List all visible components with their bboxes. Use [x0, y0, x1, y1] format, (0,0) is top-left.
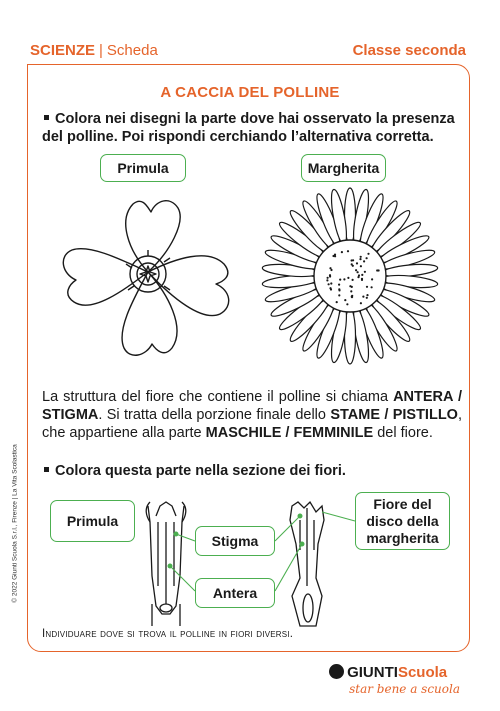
daisy-disc-dot	[366, 297, 368, 299]
sheet-type: Scheda	[106, 42, 158, 59]
margherita-drawing	[250, 190, 450, 370]
daisy-disc-dot	[356, 262, 358, 264]
para-text-1: La struttura del fiore che contiene il polline si chiama	[42, 389, 394, 405]
daisy-disc-dot	[352, 265, 354, 267]
daisy-disc-dot	[366, 257, 368, 259]
daisy-disc-dot	[350, 290, 352, 292]
daisy-disc-dot	[338, 294, 340, 296]
daisy-disc-dot	[360, 302, 362, 304]
daisy-disc-dot	[329, 275, 331, 277]
answer-paragraph	[42, 388, 462, 442]
daisy-disc-dot	[352, 279, 354, 281]
daisy-disc-dot	[351, 286, 353, 288]
flower-sections-drawing	[0, 486, 500, 636]
label-primula: Primula	[100, 154, 186, 182]
choice-antera-stigma[interactable]: ANTERA / STIGMA	[42, 389, 463, 423]
choice-maschile-femminile[interactable]: MASCHILE / FEMMINILE	[205, 425, 374, 441]
daisy-disc-dot	[361, 274, 363, 276]
publisher-logo	[329, 664, 460, 696]
logo-text-1: GIUNTI	[347, 664, 398, 681]
daisy-disc-dot	[339, 279, 341, 281]
copyright-notice: © 2022 Giunti Scuola S.r.l., Firenze | La Vita Scolastica	[11, 444, 19, 603]
instruction-2-text: Colora questa parte nella sezione dei fiori.	[55, 463, 346, 479]
daisy-disc-dot	[351, 259, 353, 261]
label-margherita-disc: Fiore del disco della margherita	[355, 492, 450, 550]
label-antera: Antera	[195, 578, 275, 608]
page-title: A CACCIA DEL POLLINE	[160, 84, 340, 101]
daisy-disc-dot	[360, 265, 362, 267]
daisy-disc-dot	[338, 284, 340, 286]
header-subject	[30, 42, 158, 59]
daisy-disc-dot	[343, 278, 345, 280]
instruction-2	[42, 462, 462, 480]
daisy-disc-dot	[364, 271, 366, 273]
daisy-disc-dot	[330, 282, 332, 284]
daisy-disc-dot	[347, 277, 349, 279]
daisy-disc-dot	[366, 286, 368, 288]
daisy-disc-dot	[346, 303, 348, 305]
header-separator: |	[99, 42, 103, 59]
daisy-disc-dot	[360, 256, 362, 258]
subject-label: SCIENZE	[30, 42, 96, 59]
bullet-icon	[44, 115, 49, 120]
daisy-disc-dot	[351, 295, 353, 297]
daisy-disc-dot	[338, 288, 340, 290]
daisy-disc-dot	[330, 269, 332, 271]
logo-mark-icon	[329, 664, 344, 679]
daisy-disc-dot	[332, 255, 334, 257]
daisy-disc-dot	[330, 288, 332, 290]
daisy-disc-dot	[326, 279, 328, 281]
para-text-2: . Si tratta della porzione finale dello	[98, 407, 331, 423]
daisy-disc-dot	[371, 278, 373, 280]
logo-text-2: Scuola	[397, 664, 448, 681]
choice-stame-pistillo[interactable]: STAME / PISTILLO	[330, 407, 458, 423]
daisy-disc-dot	[361, 278, 363, 280]
label-stigma: Stigma	[195, 526, 275, 556]
daisy-disc-dot	[344, 299, 346, 301]
footer-note: Individuare dove si trova il polline in fiori diversi.	[42, 628, 294, 640]
daisy-disc-dot	[357, 276, 359, 278]
daisy-disc-dot	[336, 301, 338, 303]
daisy-disc-dot	[367, 253, 369, 255]
daisy-disc-dot	[355, 269, 357, 271]
para-text-4: del fiore.	[373, 425, 433, 441]
para-text-3: , che appartiene alla parte	[42, 407, 462, 441]
daisy-disc-dot	[376, 269, 378, 271]
grade-label: Classe seconda	[352, 42, 466, 59]
instruction-1-text: Colora nei disegni la parte dove hai osservato la presenza del polline. Poi rispondi cerchiando l’alternativa corretta.	[42, 111, 455, 145]
bullet-icon	[44, 467, 49, 472]
label-margherita: Margherita	[301, 154, 386, 182]
daisy-disc-dot	[363, 260, 365, 262]
daisy-disc-dot	[362, 296, 364, 298]
logo-tagline: star bene a scuola	[349, 682, 460, 696]
label-primula-section: Primula	[50, 500, 135, 542]
daisy-disc-dot	[359, 258, 361, 260]
instruction-1	[42, 110, 462, 146]
daisy-disc-dot	[366, 294, 368, 296]
daisy-disc-dot	[357, 271, 359, 273]
daisy-disc-dot	[327, 277, 329, 279]
daisy-disc-dot	[371, 286, 373, 288]
primula-drawing	[48, 190, 248, 370]
daisy-disc-dot	[328, 283, 330, 285]
daisy-disc-dot	[347, 250, 349, 252]
daisy-disc-dot	[341, 251, 343, 253]
